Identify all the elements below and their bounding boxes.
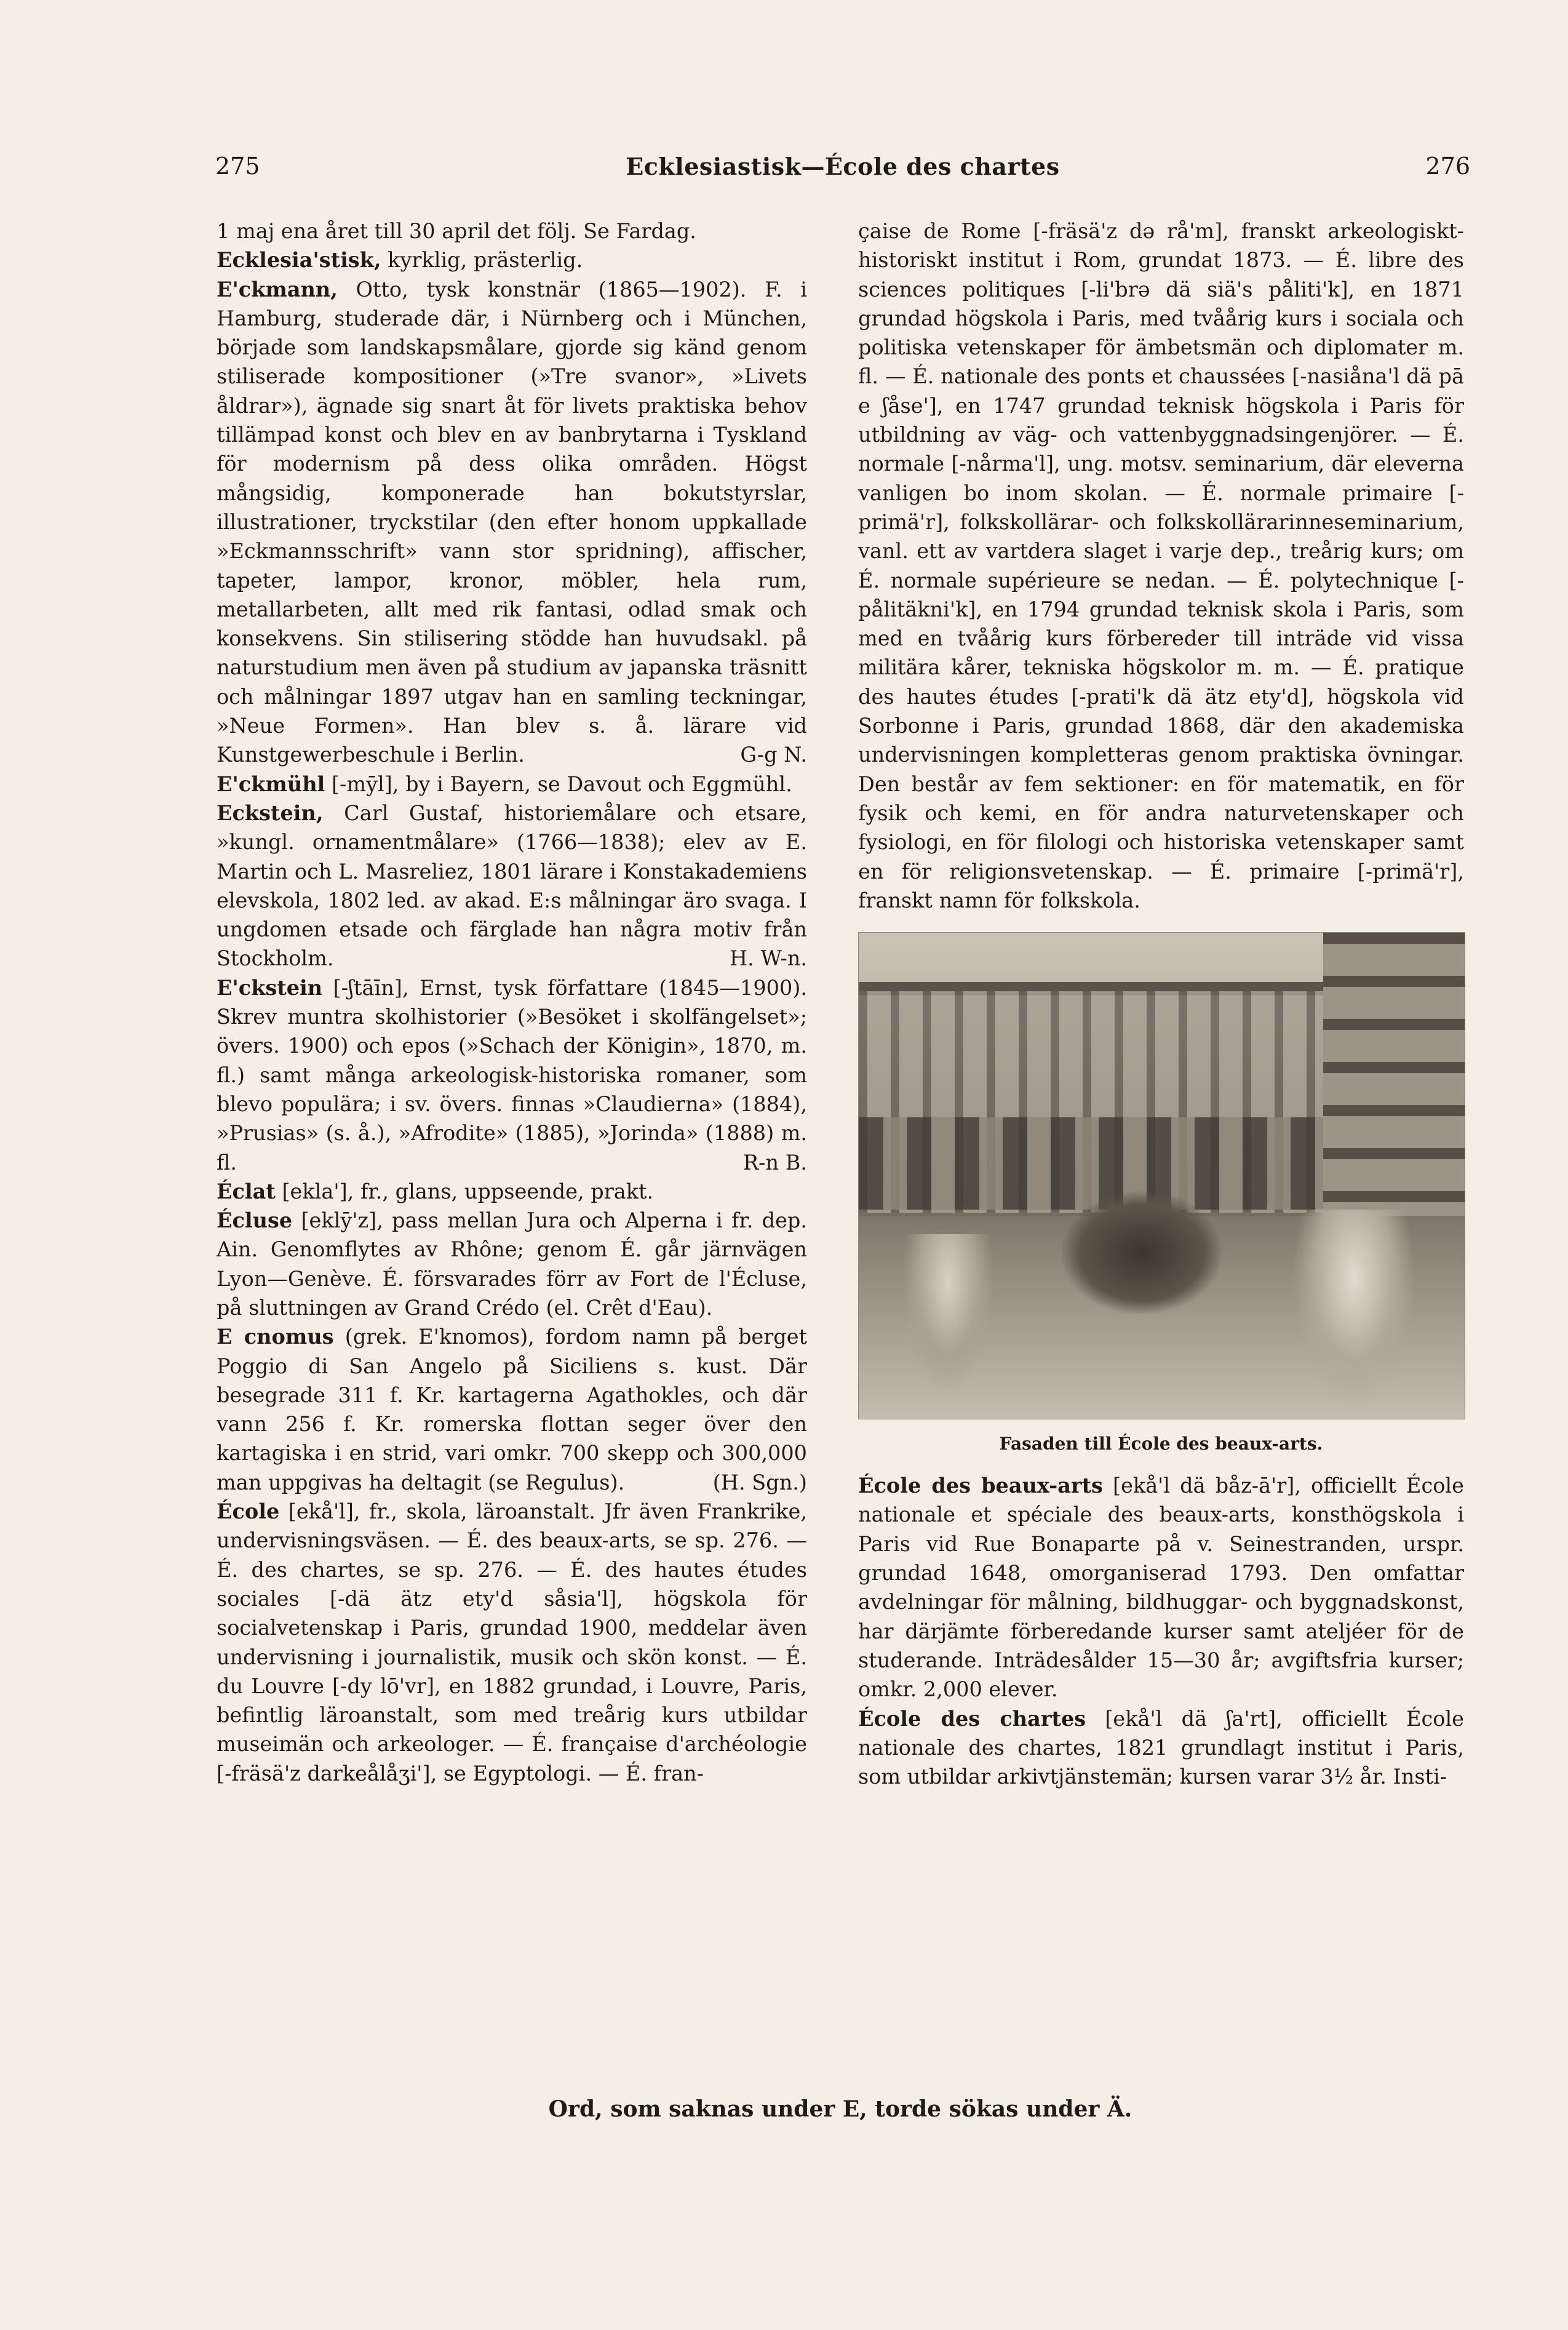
figure (858, 932, 1464, 1456)
ecole-beaux-arts-photo (858, 932, 1465, 1419)
footer-note: Ord, som saknas under E, torde sökas under Ä. (548, 2096, 1132, 2122)
headword: Éclat (217, 1179, 276, 1203)
headword: École des chartes (858, 1706, 1086, 1731)
left-column (217, 217, 807, 2096)
headword: Écluse (217, 1208, 293, 1233)
signature: H. W-n. (729, 946, 807, 971)
entry-eclat: Éclat [ekla'], fr., glans, uppseende, prakt. (217, 1179, 654, 1203)
signature: (H. Sgn.) (712, 1470, 807, 1494)
page-header (215, 153, 1470, 190)
entry-ecole: École [ekå'l], fr., skola, läroanstalt. Jfr även Frankrike, undervisningsväsen. — É. des beaux-arts, se sp. 276. — É. des chartes, se sp. 276. — É. des hautes études sociales [-dä ätz ety'd såsia'l], högskola för socialvetenskap i Paris, grundad 1900, meddelar även undervisning i journalistik, musik och skön konst. — É. du Louvre [-dy lō'vr], en 1882 grundad, i Louvre, Paris, befintlig läroanstalt, som med treårig kurs utbildar museimän och arkeologer. — É. française d'archéologie [-fräsä'z darkeålåʒi'], se Egyptologi. — É. fran- (217, 1499, 807, 1785)
entry-ecole-continued: çaise de Rome [-fräsä'z də rå'm], franskt arkeologiskt-historiskt institut i Rom, grundat 1873. — É. libre des sciences politiques [-li'brə dä siä's påliti'k], en 1871 grundad högskola i Paris, med tvåårig kurs i sociala och politiska vetenskaper för ämbetsmän och diplomater m. fl. — É. nationale des ponts et chaussées [-nasiåna'l dä pā e ʃåse'], en 1747 grundad teknisk högskola i Paris för utbildning av väg- och vattenbyggnadsingenjörer. — É. normale [-nårma'l], ung. motsv. seminarium, där eleverna vanligen bo inom skolan. — É. normale primaire [-primä'r], folkskollärar- och folkskollärarinneseminarium, vanl. ett av vartdera slaget i varje dep., treårig kurs; om É. normale supérieure se nedan. — É. polytechnique [-pålitäkni'k], en 1794 grundad teknisk skola i Paris, som med en tvåårig kurs förbereder till inträde vid vissa militära kårer, tekniska högskolor m. m. — É. pratique des hautes études [-prati'k dä ätz ety'd], högskola vid Sorbonne i Paris, grundad 1868, där den akademiska undervisningen kompletteras genom praktiska övningar. Den består av fem sektioner: en för matematik, en för fysik och kemi, en för andra naturvetenskaper och fysiologi, en för filologi och historiska vetenskaper samt en för religionsvetenskap. — É. primaire [-primä'r], franskt namn för folkskola. (858, 219, 1464, 912)
right-column (858, 217, 1464, 2096)
headword: École des beaux-arts (858, 1474, 1103, 1498)
headword: E'ckstein (217, 975, 323, 1000)
running-title: Ecklesiastisk—École des chartes (626, 153, 1060, 180)
signature: G-g N. (740, 743, 807, 767)
headword: E'ckmühl (217, 772, 325, 796)
entry-ecnomus: E cnomus (grek. E'knomos), fordom namn på berget Poggio di San Angelo på Siciliens s. kust. Där besegrade 311 f. Kr. kartagerna Agathokles, och där vann 256 f. Kr. romerska flottan seger över den kartagiska i en strid, vari omkr. 700 skepp och 300,000 man uppgivas ha deltagit (se Regulus). (H. Sgn.) (217, 1322, 807, 1497)
entry-ecluse: Écluse [eklȳ'z], pass mellan Jura och Alperna i fr. dep. Ain. Genomflytes av Rhône; genom É. går järnvägen Lyon—Genève. É. försvarades förr av Fort de l'Écluse, på sluttningen av Grand Crédo (el. Crêt d'Eau). (217, 1208, 807, 1320)
entry-eckstein-carl: Eckstein, Carl Gustaf, historiemålare och etsare, »kungl. ornamentmålare» (1766—1838); elev av E. Martin och L. Masreliez, 1801 lärare i Konstakademiens elevskola, 1802 led. av akad. E:s målningar äro svaga. I ungdomen etsade och färglade han några motiv från Stockholm. H. W-n. (217, 799, 807, 973)
entry-ecole-beaux-arts: École des beaux-arts [ekå'l dä båz-ā'r], officiellt École nationale et spéciale des beaux-arts, konsthögskola i Paris vid Rue Bonaparte på v. Seinestranden, urspr. grundad 1648, omorganiserad 1793. Den omfattar avdelningar för målning, bildhuggar- och byggnadskonst, har därjämte förberedande kurser samt ateljéer för de studerande. Inträdesålder 15—30 år; avgiftsfria kurser; omkr. 2,000 elever. (858, 1474, 1464, 1702)
entry-eckmuhl: E'ckmühl [-mȳl], by i Bayern, se Davout och Eggmühl. (217, 772, 792, 796)
right-page-number: 276 (1425, 153, 1470, 180)
headword: E'ckmann, (217, 277, 338, 301)
headword: E cnomus (217, 1325, 334, 1349)
signature: R-n B. (742, 1150, 807, 1175)
entry-eckmann: E'ckmann, Otto, tysk konstnär (1865—1902). F. i Hamburg, studerade där, i Nürnberg och i München, började som landskapsmålare, gjorde sig känd genom stiliserade kompositioner (»Tre svanor», »Livets åldrar»), ägnade sig snart åt för livets praktiska behov tillämpad konst och blev en av banbrytarna i Tyskland för modernism på dess olika områden. Högst mångsidig, komponerade han bokutstyrslar, illustrationer, tryckstilar (den efter honom uppkallade »Eckmannsschrift» vann stor spridning), affischer, tapeter, lampor, kronor, möbler, hela rum, metallarbeten, allt med rik fantasi, odlad smak och konsekvens. Sin stilisering stödde han huvudsakl. på naturstudium men även på studium av japanska träsnitt och målningar 1897 utgav han en samling teckningar, »Neue Formen». Han blev s. å. lärare vid Kunstgewerbeschule i Berlin. G-g N. (217, 275, 807, 770)
headword: Ecklesia'stisk, (217, 248, 381, 273)
entry-ecklesiastisk: Ecklesia'stisk, kyrklig, prästerlig. (217, 248, 583, 273)
entry-ecole-chartes: École des chartes [ekå'l dä ʃa'rt], officiellt École nationale des chartes, 1821 grundlagt institut i Paris, som utbildar arkivtjänstemän; kursen varar 3½ år. Insti- (858, 1706, 1464, 1789)
left-page-number: 275 (215, 153, 260, 180)
figure-caption: Fasaden till École des beaux-arts. (999, 1434, 1323, 1454)
headword: Eckstein, (217, 800, 324, 825)
headword: École (217, 1499, 280, 1524)
entry-eckstein-ernst: E'ckstein [-ʃtāīn], Ernst, tysk författare (1845—1900). Skrev muntra skolhistorier (»Besöket i skolfängelset»; övers. 1900) och epos (»Schach der Königin», 1870, m. fl.) samt många arkeologisk-historiska romaner, som blevo populära; i sv. övers. finnas »Claudierna» (1884), »Prusias» (s. å.), »Afrodite» (1885), »Jorinda» (1888) m. fl. R-n B. (217, 973, 807, 1177)
entry-0: 1 maj ena året till 30 april det följ. Se Fardag. (217, 219, 696, 243)
